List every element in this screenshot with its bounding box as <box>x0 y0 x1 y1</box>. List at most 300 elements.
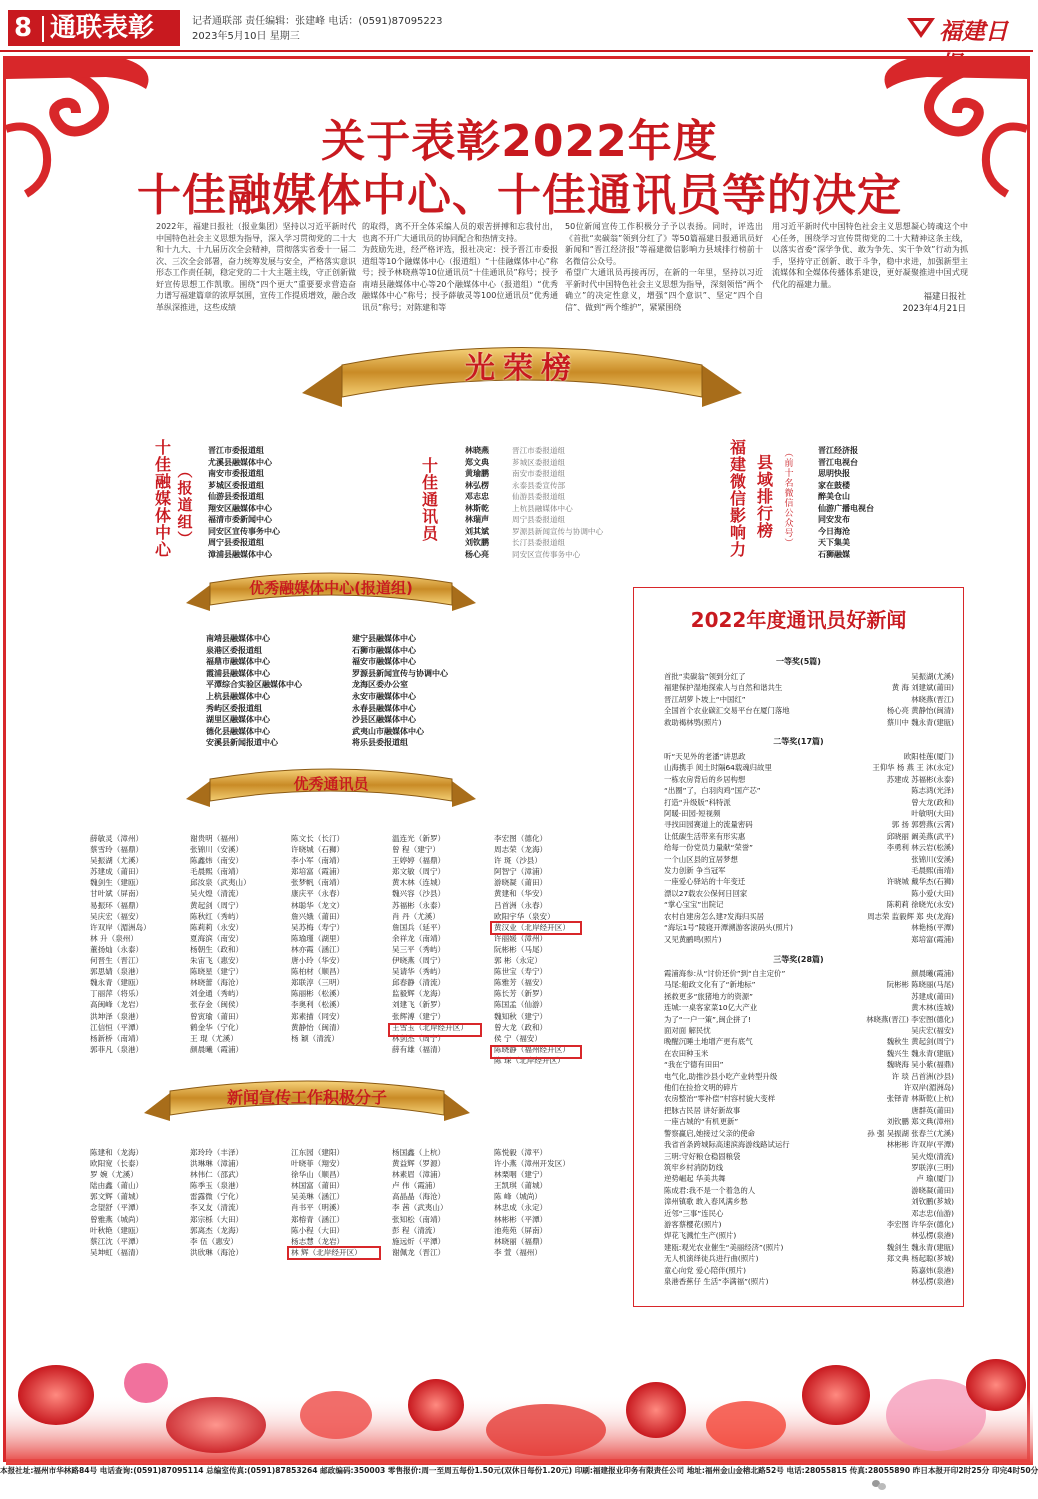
news-item-author: 苏建成(莆田) <box>911 991 954 1001</box>
news-item-row <box>664 899 954 910</box>
news-item-row <box>664 1185 954 1196</box>
list-item: 吴火煌（清流） <box>190 889 244 899</box>
news-item-title: 救助褐林鸮(照片) <box>664 717 722 727</box>
editor-line: 记者通联部 责任编辑：张建峰 电话：(0591)87095223 <box>192 16 443 27</box>
news-item-title: “掌心宝宝”出院记 <box>664 900 724 910</box>
list-item: 甘叶斌（屏南） <box>90 889 144 899</box>
news-item-title: 寻找田园赛道上的流量密码 <box>664 820 753 830</box>
list-item: 吴振湖（尤溪） <box>90 856 144 866</box>
list-item: 陈 琛（北岸经开区） <box>494 1055 565 1065</box>
news-item-title: 把脉古民居 讲好新故事 <box>664 1105 741 1115</box>
list-item: 蔡江沈（平潭） <box>90 1236 144 1246</box>
news-item-author: 颜晨曦(霞浦) <box>911 969 954 978</box>
list-item: 陈丽彬（松溪） <box>291 989 345 999</box>
wechat-rank-title: 福 建 微 信 影 响 力 <box>729 438 746 559</box>
news-item-row <box>664 1059 954 1070</box>
list-item: 高晶晶（海沧） <box>392 1192 446 1202</box>
intro-column-1: 2022年，福建日报社（报业集团）坚持以习近平新时代中国特色社会主义思想为指导，深入学习贯彻党的二十大和十九大、十九届历次全会精神，贯彻落实省委十一届二次、三次全会部署，奋力统筹发展与安全，严格落实意识形态工作责任制，稳定党的二十大主题主线，守正创新做好宣传思想工作凯歌。围绕“四个更大”重要要求营造奋力谱写福建篇章的浓厚氛围，宣传工作提质增效，融合改革纵深推进，这些成绩 <box>156 222 356 312</box>
news-item-title: 一个山区县的宜居梦想 <box>664 854 738 864</box>
reporter-name: 黄瑜鹏 <box>465 469 489 478</box>
excellent-media-col-1 <box>206 633 302 749</box>
news-item-title: 让低碳生活带来有形实惠 <box>664 831 746 841</box>
reporter-unit: 仙游县委报道组 <box>512 492 566 501</box>
news-item-title: 农房整治“零补偿”村容村貌大变样 <box>664 1094 776 1104</box>
list-item: 吴请华（秀屿） <box>392 967 446 977</box>
news-item-author: 许 琰 吕首洲(沙县) <box>891 1071 954 1081</box>
news-item-author: 陈莉莉 徐晓光(永安) <box>886 900 954 910</box>
list-item: 许 斑（沙县） <box>494 856 542 866</box>
news-item-row <box>664 922 954 933</box>
news-item-author: 杨心亮 黄静怡(闽清) <box>886 706 954 716</box>
list-item: 林伟仁（邵武） <box>190 1170 244 1180</box>
list-item: 泉港区委报道组 <box>206 645 262 655</box>
list-item: 陈 峰（城尚） <box>494 1192 542 1202</box>
list-item: 陈柏材（顺昌） <box>291 967 345 977</box>
list-item: 洪欣琳（海沧） <box>190 1247 244 1257</box>
list-item: 仙游广播电视台 <box>818 503 874 513</box>
list-item: 詹国兵（延平） <box>392 922 446 932</box>
top-reporters-title: 十 佳 通 讯 员 <box>421 456 438 543</box>
list-item: 苏建成（莆田） <box>90 867 144 877</box>
news-item-title: 听“天见外的老潘”讲思政 <box>664 752 746 761</box>
list-item: 许丽媛（漳州） <box>494 933 548 943</box>
top-media-list <box>208 445 280 560</box>
excellent-reporters-col-3 <box>291 833 344 1044</box>
reporter-name: 邓志忠 <box>465 492 489 501</box>
list-item: 林 升（泉州） <box>90 933 138 943</box>
news-item-row <box>664 911 954 922</box>
news-item-author: 林弘楞(泉港) <box>911 1231 954 1241</box>
headline-line-1: 关于表彰2022年度 <box>321 116 718 167</box>
news-item-author: 林晓燕(晋江) 李宏图(德化) <box>866 1014 954 1024</box>
excellent-reporters-col-5 <box>494 833 570 1066</box>
news-item-title: 霞浦海参:从“讨价还价”到“自主定价” <box>664 969 786 978</box>
list-item: 将乐县委报道组 <box>352 738 408 748</box>
list-item: 念望舒（平潭） <box>90 1203 144 1213</box>
list-item: 周宁县委报道组 <box>208 538 264 547</box>
news-item-author: 林弘楞(泉港) <box>911 1276 954 1286</box>
news-item-author: 刘钦鹏(芗城) <box>911 1197 954 1207</box>
list-item: 同安发布 <box>818 515 850 524</box>
list-item: 魏剑生（建瓯） <box>90 878 144 888</box>
news-item-row <box>664 1071 954 1082</box>
reporter-unit: 上杭县融媒体中心 <box>512 503 573 513</box>
news-item-title: 三明:守好粮仓稳固粮袋 <box>664 1151 741 1161</box>
news-item-row <box>664 819 954 830</box>
list-item: 吕首洲（永春） <box>494 900 548 910</box>
news-item-title: 晚醒沉睡土地增产更有底气 <box>664 1037 753 1047</box>
list-item: 黄木林（连城） <box>392 878 446 888</box>
list-item: 尤溪县融媒体中心 <box>208 457 272 467</box>
news-item-title: 无人机演绎徒兵进行曲(照片) <box>664 1254 759 1264</box>
news-item-row <box>664 1025 954 1036</box>
list-item: 郑培富（霞浦） <box>291 867 345 877</box>
news-item-title: 在农田种玉米 <box>664 1048 709 1058</box>
news-item-title: 面对面 解民忧 <box>664 1026 711 1036</box>
list-item: 芗城区委报道组 <box>208 480 264 490</box>
list-item: 洪琳琳（漳浦） <box>190 1159 244 1169</box>
news-item-row <box>664 1265 954 1276</box>
news-item-row <box>664 682 954 693</box>
signature-org: 福建日报社 <box>923 292 966 302</box>
news-item-title: 又见黄鹂鸣(照片) <box>664 934 722 944</box>
news-item-title: 农村自建房怎么建?发海归买居 <box>664 911 765 921</box>
news-item-title: “海坛1号”陵寝开潭溯游客滚码头(照片) <box>664 923 793 933</box>
excellent-reporters-ribbon <box>186 763 476 811</box>
list-item: 王婷婷（福鼎） <box>392 856 446 866</box>
news-item-title: 一座爱心驿站的十年变迁 <box>664 877 746 887</box>
list-item: 同安区宣传事务中心 <box>208 526 280 536</box>
activists-ribbon <box>144 1075 470 1125</box>
news-item-author: 魏兴生 魏永青(建瓯) <box>886 1048 954 1058</box>
list-item: 何晋生（晋江） <box>90 956 144 966</box>
list-item: 林素眉（漳浦） <box>392 1170 446 1180</box>
list-item: 李又友（清流） <box>190 1203 244 1213</box>
list-item: 董扬灿（永泰） <box>90 944 144 954</box>
news-item-title: 陈成君:我不是一个着急的人 <box>664 1185 756 1195</box>
list-item: 林亦霞（涵江） <box>291 944 345 954</box>
news-item-row <box>664 934 954 945</box>
excellent-reporters-col-2 <box>190 833 251 1055</box>
news-item-author: 张铎青 林斯乾(上杭) <box>886 1094 954 1104</box>
watermark-text: 美丽北岸 <box>896 1474 961 1493</box>
reporter-name: 林弘楞 <box>465 480 489 490</box>
list-item: 林忠成（永定） <box>494 1203 548 1213</box>
news-item-author: 吴庆宏(福安) <box>911 1026 954 1036</box>
list-item: 阮彬彬（马尾） <box>494 944 548 954</box>
list-item: 吴三平（秀屿） <box>392 944 446 954</box>
list-item: 魏知秋（建宁） <box>494 1011 548 1021</box>
list-item: 仙游县委报道组 <box>208 492 264 501</box>
newspaper-logo <box>905 10 1025 44</box>
list-item: 李宏图（德化） <box>494 834 548 843</box>
news-item-title: 一栋农房背后的乡居构想 <box>664 774 746 784</box>
excellent-reporters-ribbon-text: 优秀通讯员 <box>293 775 369 793</box>
news-item-title: “我在宁德有田田” <box>664 1060 724 1070</box>
logo-mark-icon <box>905 14 937 40</box>
list-item: 易振环（福鼎） <box>90 900 144 910</box>
news-item-author: 游晓凝(莆田) <box>911 1185 954 1195</box>
news-item-title: 拯救更多“旅猪地方的资源” <box>664 991 753 1001</box>
third-prize-heading: 三等奖(28篇) <box>773 955 824 964</box>
list-item: 晋江经济报 <box>818 446 858 455</box>
activists-col-1 <box>90 1147 143 1258</box>
list-item: 王 琨（尤溪） <box>190 1033 238 1043</box>
news-item-row <box>664 1173 954 1184</box>
news-item-author: 吴火煌(清流) <box>911 1151 954 1161</box>
list-item: 邱汝泉（武夷山） <box>190 878 251 888</box>
list-item: 曾寅瑜（莆田） <box>190 1011 244 1021</box>
reporter-unit: 永泰县委宣传部 <box>512 480 566 490</box>
news-item-title: 山海携手 阅土时隔64载魂归故里 <box>664 763 772 773</box>
list-item: 周志荣（龙海） <box>494 845 548 855</box>
top-reporters-units <box>512 445 603 560</box>
page-section-badge <box>8 10 180 46</box>
reporter-unit: 周宁县委报道组 <box>512 515 566 524</box>
second-prize-list <box>664 751 954 945</box>
list-item: 李奥利（松溪） <box>291 1000 345 1010</box>
news-item-title: 筑牢乡村消防防线 <box>664 1162 724 1172</box>
list-item: 黄汉业（北岸经开区） <box>494 922 570 932</box>
reporter-name: 林晓燕 <box>465 446 489 455</box>
list-item: 陈国孟（仙游） <box>494 1000 548 1010</box>
list-item: 高闽峰（龙岩） <box>90 1000 144 1010</box>
header-info <box>192 14 443 44</box>
list-item: 杨新桥（南靖） <box>90 1033 144 1043</box>
list-item: 秀屿区委报道组 <box>206 703 262 713</box>
intro-column-4: 用习近平新时代中国特色社会主义思想凝心铸魂这个中心任务，围绕学习宣传贯彻党的二十大精神这条主线，以落实省委“深学争优、敢为争先、实干争效”行动为抓手，坚持守正创新、敢于斗争，稳中求进，加强新型主流媒体和全媒体传播体系建设，更好凝聚推进中国式现代化的福建力量。 <box>772 222 968 289</box>
signature-block <box>886 291 966 315</box>
news-item-row <box>664 1162 954 1173</box>
list-item: 欧阳宽（长泰） <box>90 1159 144 1169</box>
news-item-author: 许双岸(湄洲岛) <box>903 1083 954 1093</box>
news-item-author: 唐群英(莆田) <box>911 1105 954 1115</box>
list-item: 林彬彬（平潭） <box>494 1214 548 1224</box>
list-item: 吴坤虹（福清） <box>90 1247 144 1257</box>
news-item-row <box>664 1253 954 1264</box>
news-item-author: 黄木林(连城) <box>911 1003 954 1013</box>
list-item: 郑素描（同安） <box>291 1011 345 1021</box>
list-item: 黄静怡（闽清） <box>291 1022 345 1032</box>
list-item: 魏兴容（沙县） <box>392 889 446 899</box>
excellent-reporters-col-4 <box>392 833 468 1055</box>
reporter-unit: 罗源县新闻宣传与协调中心 <box>512 526 604 536</box>
reporter-unit: 南安市委报道组 <box>512 469 566 478</box>
news-item-row <box>664 1276 954 1287</box>
news-item-title: 建瓯:观光农业催生“美丽经济”(照片) <box>664 1242 784 1252</box>
list-item: 徐华山（顺昌） <box>291 1170 345 1180</box>
list-item: 郭菲凡（泉港） <box>90 1044 144 1054</box>
list-item: 江信恒（平潭） <box>90 1022 144 1032</box>
list-item: 余祥龙（南靖） <box>392 933 446 943</box>
list-item: 安溪县新闻报道中心 <box>206 738 278 748</box>
list-item: 肖书平（明溪） <box>291 1203 345 1213</box>
reporter-name: 刘其斌 <box>465 526 489 536</box>
news-item-title: 晋江胡萝卜坡上“中国红” <box>664 694 746 704</box>
news-item-author: 周志荣 监毅辉 郑 央(龙海) <box>867 911 954 921</box>
list-item: 谢贵明（福州） <box>190 834 244 843</box>
list-item: 肖 丹（尤溪） <box>392 911 440 921</box>
news-item-author: 郑文典 杨起聪(芗城) <box>886 1254 954 1264</box>
headline-line-2: 十佳融媒体中心、十佳通讯员等的决定 <box>137 170 902 221</box>
news-item-title: 全国首个农业碳汇交易平台在厦门落地 <box>664 706 790 716</box>
list-item: 毛晨熙（南靖） <box>190 867 244 877</box>
list-item: 上杭县融媒体中心 <box>206 691 270 701</box>
news-item-row <box>664 1151 954 1162</box>
reporter-name: 郑文典 <box>465 457 489 467</box>
news-item-title: 电气化,助推沙县小吃产业转型升级 <box>664 1071 778 1081</box>
news-item-row <box>664 831 954 842</box>
list-item: 李 伍（惠安） <box>190 1236 238 1246</box>
reporter-unit: 芗城区委报道组 <box>512 457 566 467</box>
list-item: 陈雅芳（福安） <box>494 978 548 988</box>
news-item-author: 王仰华 杨 燕 王 沐(永定) <box>872 763 954 773</box>
list-item: 叶晓菲（翔安） <box>291 1159 345 1169</box>
intro-column-3: 50位新闻宣传工作积极分子予以表扬。同时，评选出《首批“卖碳翁”领到分红了》等50篇福建日报通讯员好新闻和“晋江经济报”等福建微信影响力县域排行榜前十名微信公众号。 希望广大通讯员再接再厉，在新的一年里，坚持以习近平新时代中国特色社会主义思想为指导，深刻领悟“两个确立”的决定性意义，增强“四个意识”、坚定“四个自信”、做到“两个维护”，紧紧围绕 <box>565 222 763 312</box>
list-item: 陈小程（大田） <box>291 1225 345 1235</box>
list-item: 建宁县融媒体中心 <box>352 634 416 643</box>
reporter-unit: 长汀县委报道组 <box>512 538 566 547</box>
list-item: 詹兴娥（莆田） <box>291 911 345 921</box>
list-item: 温连光（新罗） <box>392 834 446 843</box>
reporter-name: 刘钦鹏 <box>465 538 489 547</box>
news-item-row <box>664 808 954 819</box>
list-item: 洪坤泽（泉港） <box>90 1011 144 1021</box>
news-item-row <box>664 991 954 1002</box>
news-item-row <box>664 1014 954 1025</box>
news-item-title: 焊花飞溅忙生产(照片) <box>664 1231 737 1241</box>
section-name: 通联表彰 <box>50 13 155 43</box>
list-item: 林聪华（龙文） <box>291 900 345 910</box>
list-item: 雷露微（宁化） <box>190 1192 244 1202</box>
list-item: 邱春静（清流） <box>392 978 446 988</box>
list-item: 彭 程（清流） <box>392 1225 440 1235</box>
list-item: 曾雅燕（城尚） <box>90 1214 144 1224</box>
list-item: 张存金（闽侯） <box>190 1000 244 1010</box>
news-item-title: 他们在捡拾文明的碎片 <box>664 1083 738 1093</box>
news-item-row <box>664 1139 954 1150</box>
list-item: 郭离杰（龙海） <box>190 1225 244 1235</box>
news-item-author: 黄 海 刘建斌(莆田) <box>891 683 954 693</box>
top-media-title: 十 佳 融 媒 体 中 心 <box>154 438 171 559</box>
wechat-rank-title-2: 县 域 排 行 榜 <box>756 453 773 540</box>
news-item-author: 李勇利 林云岩(松溪) <box>886 843 954 853</box>
top-media-subtitle: ︵ 报 道 组 ︶ <box>177 462 193 548</box>
list-item: 林晓丽（福鼎） <box>494 1236 548 1246</box>
list-item: 池苑苑（屏南） <box>494 1225 548 1235</box>
reporter-name: 林斯乾 <box>465 503 489 513</box>
honor-ribbon-text: 光荣榜 <box>465 351 579 386</box>
news-item-author: 叶敏明(大田) <box>911 809 954 819</box>
decorative-flowers-icon <box>6 1355 1033 1465</box>
news-item-row <box>664 888 954 899</box>
news-item-title: 警察赢启,她接过父亲的使命 <box>664 1128 756 1138</box>
page-footer: 本报社址:福州市华林路84号 电话查询:(0591)87095114 总编室传真:(0591)87853264 邮政编码:350003 零售报价:周一至周五每份1.50元(双休日每份1.20元) 印刷:福建报业印务有限责任公司 地址:福州金山金榕北路52号 电话:28055815 传真:28055890 昨日本报开印2时25分 印完4时50分 <box>0 1466 1038 1475</box>
list-item: 唐小玲（华安） <box>291 956 345 966</box>
list-item: 卢 伟（霞浦） <box>392 1181 440 1191</box>
page-number: 8 <box>14 13 33 43</box>
news-item-author: 罗联淳(三明) <box>911 1162 954 1172</box>
list-item: 陈文长（长汀） <box>291 834 345 843</box>
list-item: 石狮融媒 <box>818 549 850 559</box>
news-item-author: 蔡川中 魏永青(建瓯) <box>886 717 954 727</box>
list-item: 德化县融媒体中心 <box>206 726 270 736</box>
list-item: 林晓蕾（海沧） <box>190 978 244 988</box>
news-item-title: 首批“卖碳翁”领到分红了 <box>664 672 746 681</box>
list-item: 刘金通（秀屿） <box>190 989 244 999</box>
list-item: 罗源县新闻宣传与协调中心 <box>352 668 448 678</box>
list-item: 今日海沧 <box>818 526 850 536</box>
date-line: 2023年5月10日 星期三 <box>192 31 300 42</box>
list-item: 张锦川（安溪） <box>190 845 244 855</box>
news-item-row <box>664 842 954 853</box>
first-prize-list <box>664 671 954 728</box>
list-item: 杨 颖（清流） <box>291 1033 339 1043</box>
reporter-name: 林瑞声 <box>465 515 489 524</box>
list-item: 陈悦毅（漳平） <box>494 1148 548 1157</box>
news-item-row <box>664 694 954 705</box>
excellent-media-ribbon-text: 优秀融媒体中心(报道组) <box>249 579 413 597</box>
news-item-title: 我省首条跨城际高速滨海游线路试运行 <box>664 1140 790 1150</box>
list-item: 李 萱（福州） <box>494 1247 542 1257</box>
list-item: 丁丽萍（将乐） <box>90 989 144 999</box>
reporter-name: 杨心亮 <box>465 549 489 559</box>
news-item-row <box>664 717 954 728</box>
news-item-title: 漳州镇歌 敢入春风满乡愁 <box>664 1197 748 1207</box>
reporter-unit: 同安区宣传事务中心 <box>512 549 581 559</box>
news-item-row <box>664 1219 954 1230</box>
news-item-row <box>664 876 954 887</box>
news-item-row <box>664 1002 954 1013</box>
news-item-author: 许晓城 戴华杰(石狮) <box>886 877 954 887</box>
list-item: 王凯琪（莆城） <box>494 1181 548 1191</box>
list-item: 许晓城（石狮） <box>291 845 345 855</box>
news-item-row <box>664 1082 954 1093</box>
list-item: 吴庆宏（福安） <box>90 911 144 921</box>
activists-col-4 <box>392 1147 448 1258</box>
list-item: 武夷山市融媒体中心 <box>352 726 424 736</box>
news-item-title: 泉港香蕉仔 生活“李满福”(照片) <box>664 1276 769 1286</box>
list-item: 李 茜（武夷山） <box>392 1203 448 1213</box>
list-item: 杨朝生（政和） <box>190 944 244 954</box>
list-item: 王雪玉（北岸经开区） <box>392 1022 468 1032</box>
list-item: 林 辉（北岸经开区） <box>291 1247 362 1257</box>
list-item: 施远炘（平潭） <box>392 1236 446 1246</box>
list-item: 晋江电视台 <box>818 457 858 467</box>
list-item: 南安市委报道组 <box>208 469 264 478</box>
wechat-rank-list <box>818 445 874 560</box>
list-item: 天下集美 <box>818 538 850 547</box>
list-item: 陈莉莉（永安） <box>190 922 244 932</box>
list-item: 郑榕青（涵江） <box>291 1214 345 1224</box>
excellent-media-ribbon <box>186 567 476 615</box>
list-item: 陈长芳（新罗） <box>494 989 548 999</box>
list-item: 夏海滨（南安） <box>190 933 244 943</box>
highlight-box <box>388 1023 482 1037</box>
list-item: 永安市融媒体中心 <box>352 691 416 701</box>
list-item: 杨志慧（龙岩） <box>291 1236 345 1246</box>
list-item: 康庆平（永春） <box>291 889 345 899</box>
news-item-author: 林晓燕(晋江) <box>911 694 954 704</box>
news-item-author: 毛晨熙(南靖) <box>911 866 954 876</box>
list-item: 黄益辉（罗源） <box>392 1159 446 1169</box>
news-item-row <box>664 968 954 979</box>
list-item: 平潭综合实验区融媒体中心 <box>206 680 302 690</box>
excellent-media-col-2 <box>352 633 448 749</box>
news-item-author: 苏建成 苏福彬(永泰) <box>886 774 954 784</box>
news-item-row <box>664 671 954 682</box>
list-item: 石狮市融媒体中心 <box>352 645 416 655</box>
news-item-row <box>664 1196 954 1207</box>
activists-col-2 <box>190 1147 243 1258</box>
news-item-title: 漂以27载农公保何日回家 <box>664 888 748 898</box>
news-item-author: 曾大龙(政和) <box>911 797 954 807</box>
list-item: 沙县区融媒体中心 <box>352 715 416 725</box>
activists-ribbon-text: 新闻宣传工作积极分子 <box>226 1088 387 1107</box>
news-item-title: 逆势崛起 华美共舞 <box>664 1174 726 1184</box>
news-item-title: 一座古城的“有机更新” <box>664 1117 739 1127</box>
list-item: 郭 彬（永定） <box>494 956 542 966</box>
list-item: 林国富（莆田） <box>291 1181 345 1191</box>
news-item-author: 郑培富(霞浦) <box>911 934 954 944</box>
list-item: 龙海区委办公室 <box>352 680 408 690</box>
list-item: 侯 宁（福安） <box>494 1033 542 1043</box>
list-item: 陈建和（龙海） <box>90 1148 144 1157</box>
news-item-row <box>664 854 954 865</box>
news-item-title: 童心向党 爱心陪伴(照片) <box>664 1265 747 1275</box>
list-item: 福鼎市融媒体中心 <box>206 657 270 667</box>
news-item-title: 马尾:船政文化有了“新地标” <box>664 980 756 990</box>
